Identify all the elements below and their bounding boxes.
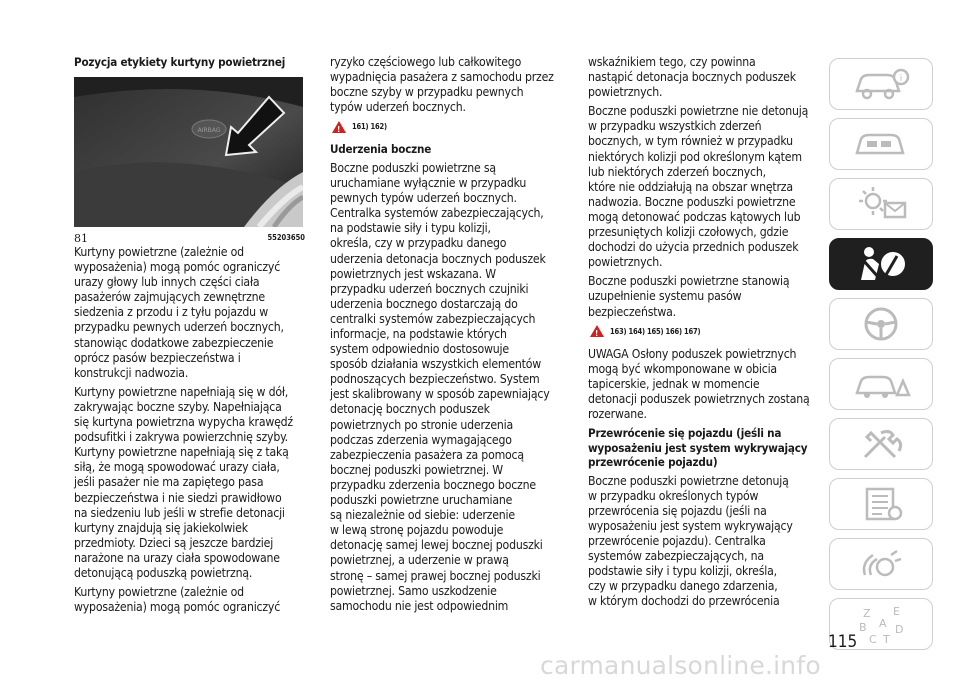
- airbag-label-photo: [74, 77, 303, 227]
- watermark: carmanualsonline.info: [540, 651, 821, 680]
- section-heading-curtain-label: Pozycja etykiety kurtyny powietrznej: [74, 55, 286, 69]
- paragraph: Boczne poduszki powietrzne stanowią uzupełnienie systemu pasów bezpieczeństwa.: [588, 274, 790, 319]
- figure-caption: [74, 232, 305, 245]
- car-dashboard-icon: [851, 125, 911, 163]
- paragraph: Boczne poduszki powietrzne detonują w przypadku określonych typów przewrócenia się pojazdu (jeśli na wyposażeniu jest system wykrywający przewrócenie pojazdu). Centralka systemów zabezpieczających, na podstawie siły i typu kolizji, określa, czy w przypadku danego zdarzenia, w którym dochodzi do przewrócenia: [588, 473, 793, 609]
- tab-emergency[interactable]: [829, 358, 933, 410]
- column-2: [330, 55, 565, 618]
- svg-text:B: B: [859, 621, 867, 634]
- tab-safety[interactable]: [829, 238, 933, 290]
- service-tools-icon: [851, 425, 911, 463]
- paragraph: Kurtyny powietrzne napełniają się w dół, zakrywając boczne szyby. Napełniająca się kurtyna powietrzna wypycha krawędź podsufitki i zakrywa powierzchnię szyby. Kurtyny powietrzne napełniają się z taką siłą, że mogą spowodować urazy ciała, jeśli pasażer nie ma zapiętego pasa bezpieczeństwa i nie siedzi prawidłowo na siedzeniu lub jeśli w strefie detonacji kurtyny znajdują się jakiekolwiek przedmioty. Dzieci są jeszcze bardziej narażone na urazy ciała spowodowane detonującą poduszką powietrzną.: [74, 384, 293, 580]
- column-1-text: [74, 245, 306, 619]
- paragraph: Kurtyny powietrzne (zależnie od wyposażenia) mogą pomóc ograniczyć: [74, 585, 281, 615]
- svg-text:T: T: [883, 633, 890, 645]
- warning-refs: 163) 164) 165) 166) 167): [610, 326, 701, 336]
- paragraph: ryzyko częściowego lub całkowitego wypadnięcia pasażera z samochodu przez boczne szyby w przypadku pewnych typów uderzeń bocznych.: [330, 55, 554, 115]
- seatbelt-airbag-icon: [851, 244, 911, 284]
- multimedia-icon: [851, 545, 911, 583]
- tab-multimedia[interactable]: [829, 538, 933, 590]
- svg-text:Z: Z: [863, 607, 871, 620]
- warning-lights-icon: [851, 185, 911, 223]
- specifications-icon: [851, 485, 911, 523]
- car-breakdown-icon: [851, 365, 911, 403]
- paragraph: Boczne poduszki powietrzne są uruchamiane wyłącznie w przypadku pewnych typów uderzeń bocznych. Centralka systemów zabezpieczających, na podstawie siły i typu kolizji, określa, czy w przypadku danego uderzenia detonacja bocznych poduszek powietrznych jest wskazana. W przypadku uderzeń bocznych czujniki uderzenia bocznego dostarczają do centralki systemów zabezpieczających informacje, na podstawie których system odpowiednio dostosowuje sposób działania wszystkich elementów podnoszących bezpieczeństwo. System jest skalibrowany w sposób zapewniający detonację bocznych poduszek powietrznych po stronie uderzenia podczas zderzenia wymagającego zabezpieczenia pasażera za pomocą bocznej poduszki powietrznej. W przypadku zderzenia bocznego boczne poduszki powietrzne uruchamiane są niezależnie od siebie: uderzenie w lewą stronę pojazdu powoduje detonację samej lewej bocznej poduszki powietrznej, a uderzenie w prawą stronę – samej prawej bocznej poduszki powietrznej. Samo uszkodzenie samochodu nie jest odpowiednim: [330, 160, 550, 613]
- steering-wheel-icon: [851, 305, 911, 343]
- svg-text:C: C: [869, 633, 877, 645]
- airbag-label-figure: [74, 77, 303, 227]
- svg-text:i: i: [899, 74, 903, 84]
- warning-reference: [332, 119, 565, 134]
- tab-dashboard[interactable]: [829, 118, 933, 170]
- tab-specifications[interactable]: [829, 478, 933, 530]
- figure-number: 81: [74, 232, 88, 245]
- paragraph: Kurtyny powietrzne (zależnie od wyposażenia) mogą pomóc ograniczyć urazy głowy lub innych części ciała pasażerów zajmujących zewnętrzne siedzenia z przodu i z tyłu pojazdu w przypadku pewnych uderzeń bocznych, stanowiąc dodatkowe zabezpieczenie oprócz pasów bezpieczeństwa i konstrukcji nadwozia.: [74, 245, 284, 380]
- note-paragraph: UWAGA Osłony poduszek powietrznych mogą być wkomponowane w obicia tapicerskie, jednak w momencie detonacji poduszek powietrznych zostaną rozerwane.: [588, 346, 810, 422]
- airbag-label-text: AIRBAG: [197, 127, 221, 134]
- svg-text:D: D: [895, 623, 904, 636]
- paragraph: wskaźnikiem tego, czy powinna nastąpić detonacja bocznych poduszek powietrznych.: [588, 55, 796, 100]
- section-heading-side-impacts: Uderzenia boczne: [330, 142, 432, 157]
- section-heading-rollover: Przewrócenie się pojazdu (jeśli na wyposażeniu jest system wykrywający przewrócenie pojazdu): [588, 426, 808, 470]
- tab-car-info[interactable]: [829, 58, 933, 110]
- paragraph: Boczne poduszki powietrzne nie detonują w przypadku wszystkich zderzeń bocznych, w tym również w przypadku niektórych kolizji pod określonym kątem lub niektórych zderzeń bocznych, które nie oddziałują na obszar wnętrza nadwozia. Boczne poduszki powietrzne mogą detonować podczas kątowych lub przesuniętych kolizji czołowych, gdzie dochodzi do użycia przednich poduszek powietrznych.: [588, 104, 809, 270]
- column-3: [588, 55, 824, 614]
- warning-reference: [590, 324, 824, 339]
- warning-triangle-icon: [332, 121, 346, 133]
- svg-text:A: A: [879, 617, 887, 630]
- figure-code: 55203650: [267, 233, 305, 242]
- warning-refs: 161) 162): [352, 122, 387, 132]
- tab-warning-lights[interactable]: [829, 178, 933, 230]
- index-letters-icon: [851, 603, 911, 645]
- svg-text:E: E: [893, 605, 900, 618]
- tab-service[interactable]: [829, 418, 933, 470]
- tab-driving[interactable]: [829, 298, 933, 350]
- car-info-icon: [851, 65, 911, 103]
- warning-triangle-icon: [590, 325, 604, 337]
- chapter-tabs: [829, 58, 939, 658]
- page-number: 115: [828, 632, 858, 652]
